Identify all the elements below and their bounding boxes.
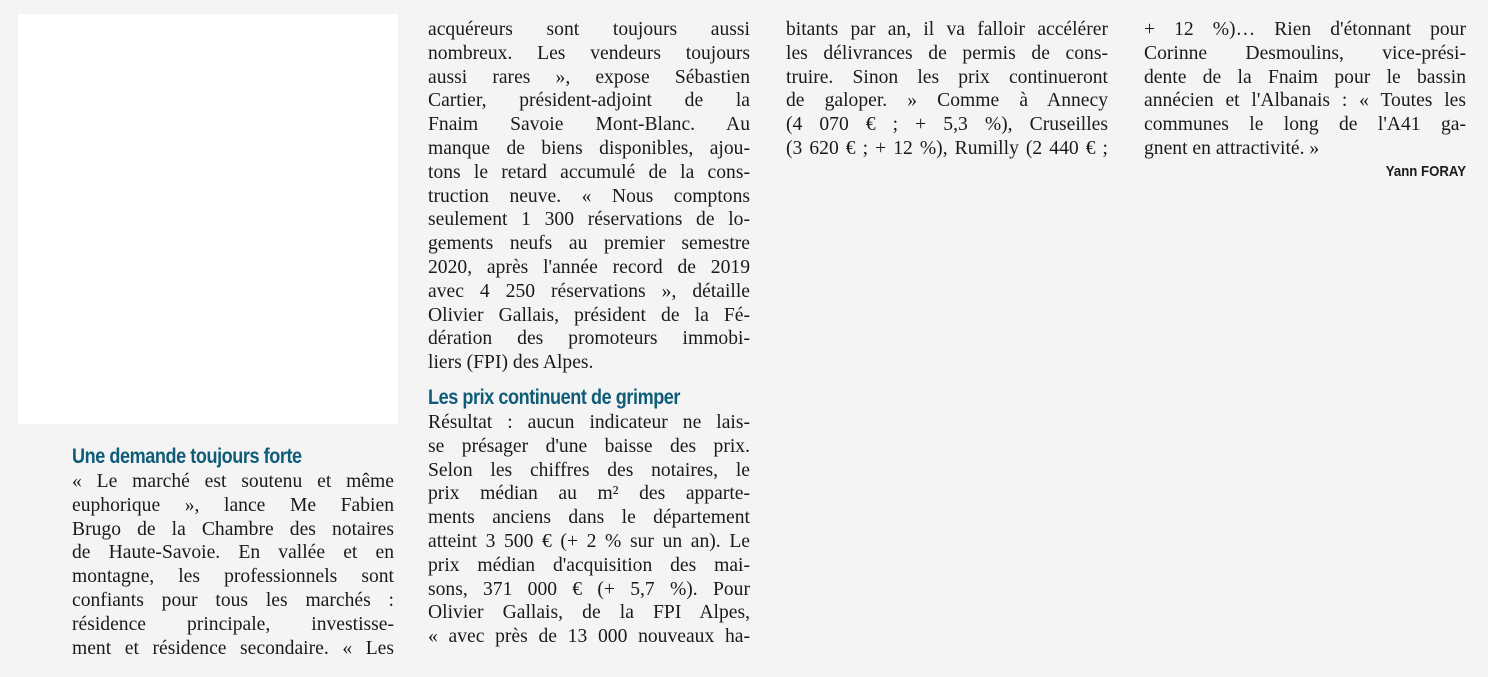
text-line: bitants par an, il va falloir accélérer [786,19,1108,40]
text-line: (3 620 € ; + 12 %), Rumilly (2 440 € ; [786,137,1108,159]
text-line: nombreux. Les vendeurs toujours [428,42,750,64]
text-line: manque de biens disponibles, ajou- [428,137,750,159]
text-line: Olivier Gallais, président de la Fé- [428,304,750,326]
text-line: communes le long de l'A41 ga- [1144,114,1466,136]
text-line: liers (FPI) des Alpes. [428,352,594,374]
text-line: de Haute-Savoie. En vallée et en [72,542,394,564]
paragraph-resultat [428,411,750,649]
text-line: dération des promoteurs immobi- [428,328,750,350]
text-line: (4 070 € ; + 5,3 %), Cruseilles [786,114,1108,136]
text-line: gnent en attractivité. » [1144,137,1320,159]
text-line: truction neuve. « Nous comptons [428,185,750,207]
text-line: aussi rares », expose Sébastien [428,66,750,88]
heading-demande: Une demande toujours forte [72,445,302,468]
text-line: ments anciens dans le département [428,507,750,529]
column-4 [1144,18,1466,183]
text-line: Cartier, président-adjoint de la [428,90,750,112]
text-line: prix médian d'acquisition des mai- [428,554,750,576]
paragraph-acquereurs [428,18,750,375]
column-3 [786,18,1108,161]
text-line: 2020, après l'année record de 2019 [428,256,750,278]
paragraph-demande [72,470,394,660]
heading-prix: Les prix continuent de grimper [428,385,681,409]
text-line: « avec près de 13 000 nouveaux ha- [428,626,750,648]
text-line: prix médian au m² des apparte- [428,483,750,505]
text-line: confiants pour tous les marchés : [72,589,394,611]
text-line: atteint 3 500 € (+ 2 % sur un an). Le [428,530,750,552]
text-line: gements neufs au premier semestre [428,233,750,255]
text-line: se présager d'une baisse des prix. [428,435,750,457]
text-line: avec 4 250 réservations », détaille [428,280,750,302]
text-line: « Le marché est soutenu et même [72,471,394,492]
text-line: acquéreurs sont toujours aussi [428,19,750,40]
text-line: résidence principale, investisse- [72,613,394,635]
photo-area [18,14,398,424]
text-line: Résultat : aucun indicateur ne lais- [428,411,750,433]
text-line: Selon les chiffres des notaires, le [428,459,750,481]
text-line: montagne, les professionnels sont [72,566,394,588]
text-line: annécien et l'Albanais : « Toutes les [1144,90,1466,112]
text-line: de galoper. » Comme à Annecy [786,90,1108,112]
text-line: seulement 1 300 réservations de lo- [428,209,750,231]
text-line: Corinne Desmoulins, vice-prési- [1144,42,1466,64]
text-line: tons le retard accumulé de la cons- [428,161,750,183]
paragraph-desmoulins [1144,18,1466,161]
text-line: dente de la Fnaim pour le bassin [1144,66,1466,88]
text-line: Olivier Gallais, de la FPI Alpes, [428,602,750,624]
author-byline: Yann FORAY [1385,162,1466,180]
text-line: Brugo de la Chambre des notaires [72,518,394,540]
text-line: Fnaim Savoie Mont-Blanc. Au [428,114,750,136]
column-2 [428,18,750,649]
text-line: ment et résidence secondaire. « Les [72,637,394,659]
text-line: euphorique », lance Me Fabien [72,494,394,516]
text-line: les délivrances de permis de cons- [786,42,1108,64]
column-1 [72,444,394,660]
text-line: sons, 371 000 € (+ 5,7 %). Pour [428,578,750,600]
text-line: truire. Sinon les prix continueront [786,66,1108,88]
text-line: + 12 %)… Rien d'étonnant pour [1144,19,1466,40]
paragraph-habitants [786,18,1108,161]
